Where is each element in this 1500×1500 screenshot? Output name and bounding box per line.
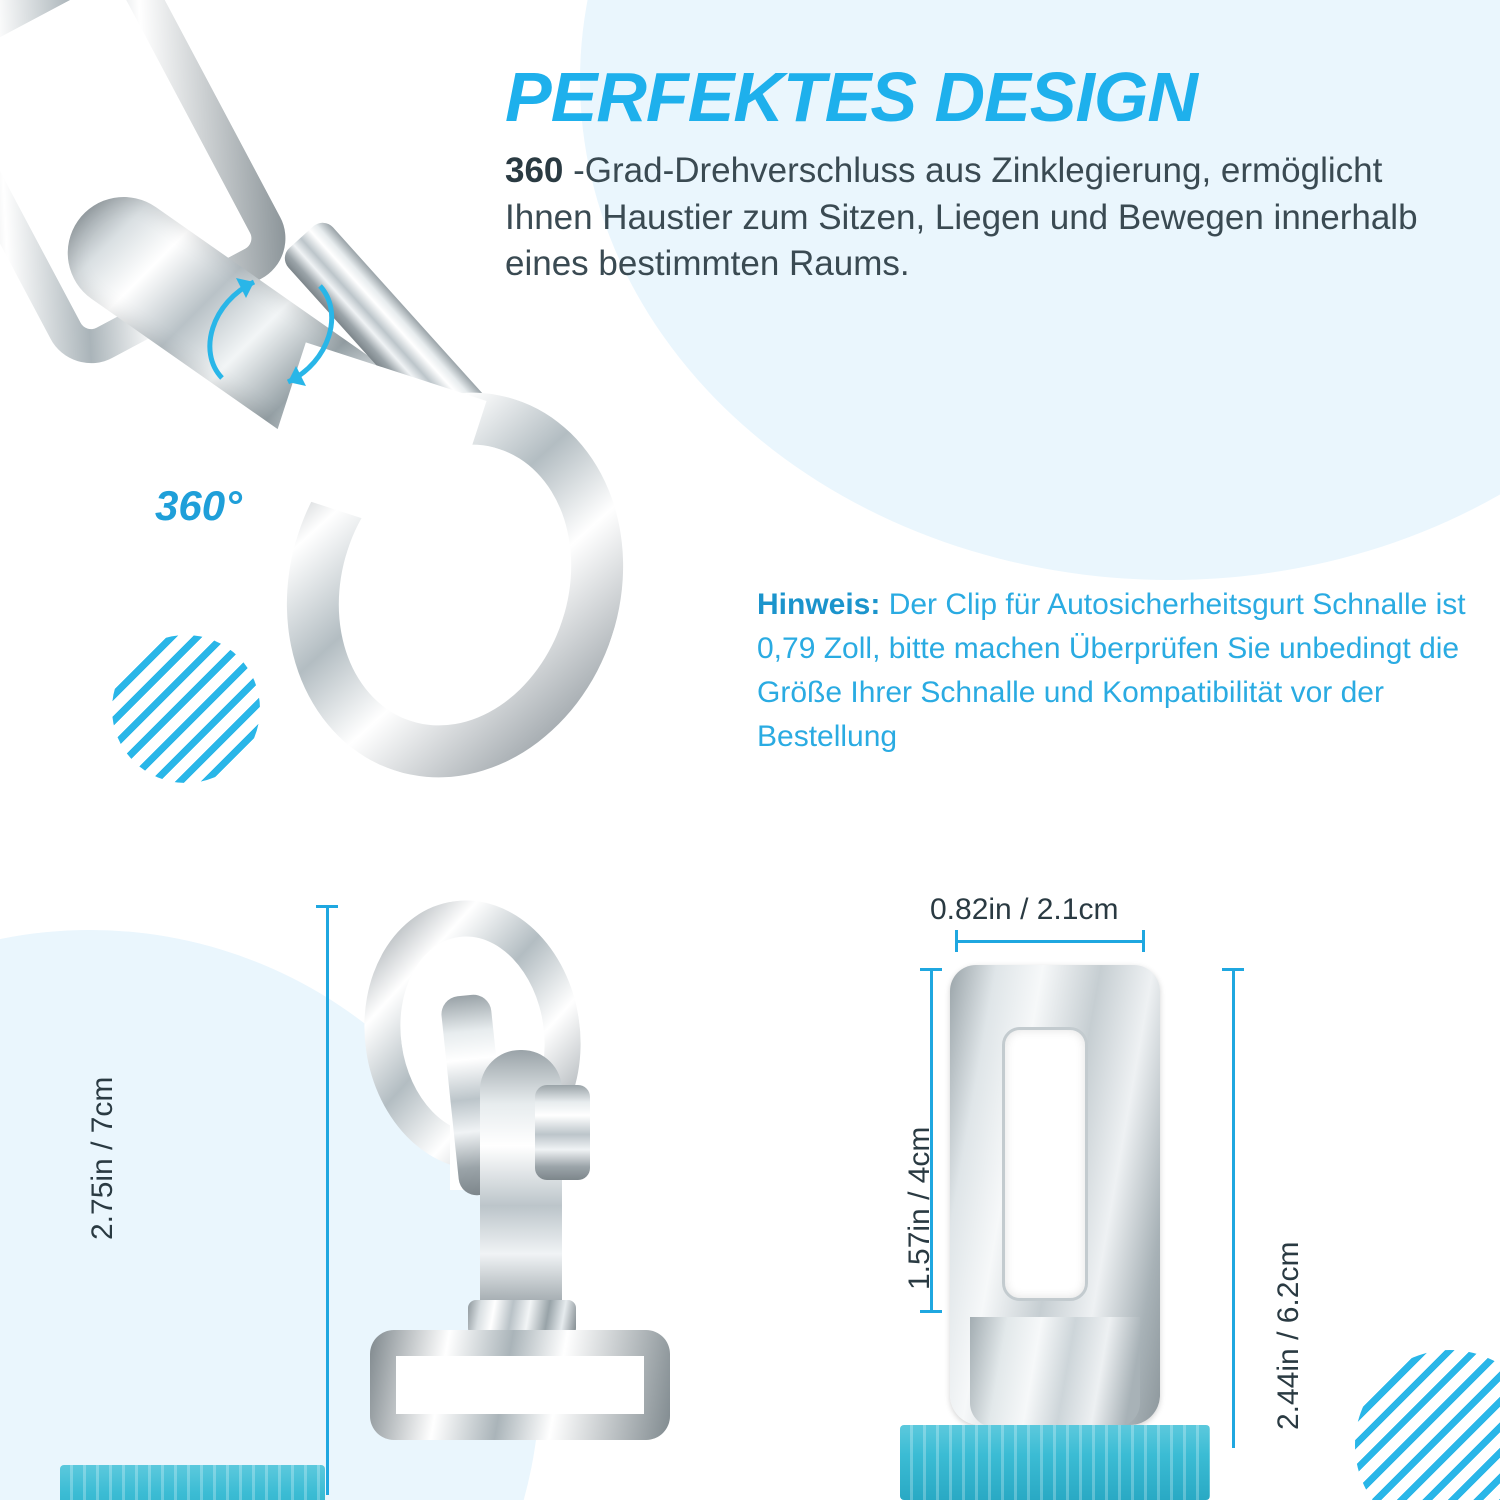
seatbelt-buckle-illustration — [950, 965, 1160, 1435]
clip-swivel-frame — [370, 1330, 670, 1440]
dimension-cap-slot-top — [920, 968, 942, 971]
dimension-cap-left — [955, 930, 958, 952]
dimension-line-buckle-total — [1232, 968, 1235, 1448]
clip-side-view-illustration — [330, 900, 660, 1500]
clip-webbing-strap — [60, 1465, 325, 1500]
striped-circle-decoration — [1355, 1350, 1500, 1500]
dimension-label-clip-height: 2.75in / 7cm — [86, 1076, 119, 1240]
headline-lead-number: 360 — [505, 151, 564, 190]
clip-thumb-latch — [535, 1085, 590, 1180]
rotation-arrow-icon — [192, 260, 362, 410]
dimension-label-buckle-slot: 1.57in / 4cm — [903, 1126, 936, 1290]
dimension-cap-top — [316, 905, 338, 908]
hero-clip-illustration — [0, 0, 700, 830]
note-block — [757, 583, 1477, 759]
dimension-cap-right — [1142, 930, 1145, 952]
buckle-webbing-strap — [900, 1425, 1210, 1500]
note-label: Hinweis: — [757, 588, 881, 621]
note-text: Der Clip für Autosicherheitsgurt Schnalle ist 0,79 Zoll, bitte machen Überprüfen Sie unbedingt die Größe Ihrer Schnalle und Kompatibilität vor der Bestellung — [757, 588, 1466, 754]
buckle-slot — [1002, 1027, 1088, 1301]
dimension-cap-slot-bottom — [920, 1310, 942, 1313]
buckle-neck — [970, 1317, 1140, 1427]
dimension-label-buckle-width: 0.82in / 2.1cm — [930, 893, 1119, 926]
page-title: PERFEKTES DESIGN — [505, 58, 1197, 136]
dimension-line-clip-height — [326, 905, 329, 1495]
rotation-callout-label: 360° — [155, 482, 242, 529]
dimension-cap-total-top — [1222, 968, 1244, 971]
dimension-label-buckle-total: 2.44in / 6.2cm — [1272, 1241, 1305, 1430]
headline-body-text: -Grad-Drehverschluss aus Zinklegierung, ermöglicht Ihnen Haustier zum Sitzen, Liegen und Bewegen innerhalb eines bestimmten Raums. — [505, 151, 1418, 284]
dimension-line-buckle-width — [955, 940, 1145, 943]
